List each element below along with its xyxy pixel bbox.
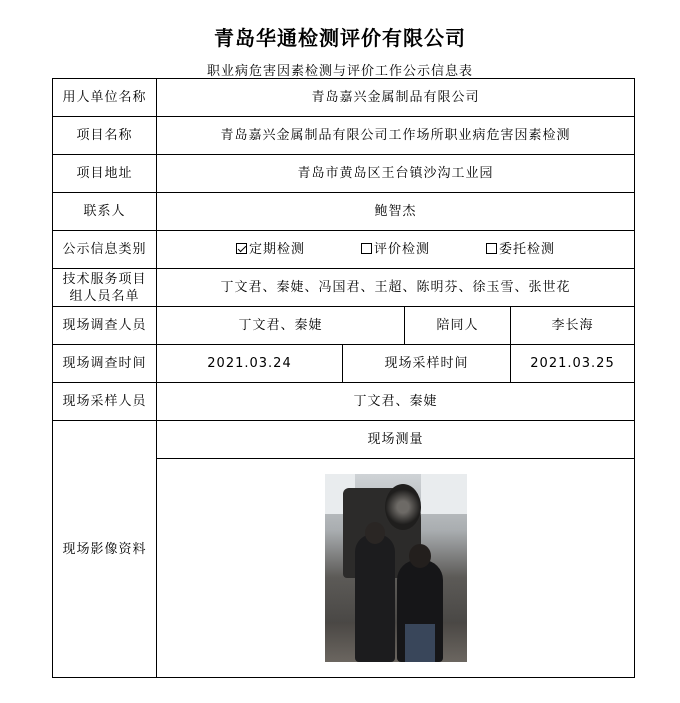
option-evaluation[interactable] [361,241,430,258]
employer-value: 青岛嘉兴金属制品有限公司 [157,79,635,117]
sampling-staff-value: 丁文君、秦婕 [157,383,635,421]
image-caption: 现场测量 [157,421,635,459]
project-label: 项目名称 [53,117,157,155]
contact-value: 鲍智杰 [157,193,635,231]
category-options [157,231,635,269]
team-label: 技术服务项目组人员名单 [53,269,157,307]
flywheel-shape [385,484,421,530]
row-times [53,345,635,383]
contact-label: 联系人 [53,193,157,231]
row-sampling-staff [53,383,635,421]
document-title: 青岛华通检测评价有限公司 [214,26,466,50]
row-category [53,231,635,269]
worker-head [365,522,385,544]
address-value: 青岛市黄岛区王台镇沙沟工业园 [157,155,635,193]
option-periodic-label: 定期检测 [248,242,305,257]
option-commissioned[interactable] [486,241,555,258]
category-label: 公示信息类别 [53,231,157,269]
worker-figure [355,534,395,662]
team-value: 丁文君、秦婕、冯国君、王超、陈明芬、徐玉雪、张世花 [157,269,635,307]
worker-head [409,544,431,568]
survey-time-value: 2021.03.24 [157,345,343,383]
option-commissioned-label: 委托检测 [499,242,556,257]
row-survey-staff [53,307,635,345]
window-shape [421,474,467,514]
worker-legs [405,624,435,662]
accompany-label: 陪同人 [405,307,511,345]
checkbox-checked-icon[interactable] [236,243,247,254]
option-periodic[interactable] [236,241,305,258]
document-subtitle: 职业病危害因素检测与评价工作公示信息表 [206,64,473,79]
sampling-time-label: 现场采样时间 [343,345,511,383]
row-project [53,117,635,155]
survey-staff-label: 现场调查人员 [53,307,157,345]
floor-shape [325,622,467,662]
sampling-staff-label: 现场采样人员 [53,383,157,421]
row-contact [53,193,635,231]
checkbox-unchecked-icon[interactable] [361,243,372,254]
image-label: 现场影像资料 [53,421,157,678]
address-label: 项目地址 [53,155,157,193]
row-address [53,155,635,193]
survey-time-label: 现场调查时间 [53,345,157,383]
project-value: 青岛嘉兴金属制品有限公司工作场所职业病危害因素检测 [157,117,635,155]
option-evaluation-label: 评价检测 [374,242,431,257]
sampling-time-value: 2021.03.25 [511,345,635,383]
photo-cell [157,459,635,678]
site-photo [325,474,467,662]
survey-staff-value: 丁文君、秦婕 [157,307,405,345]
checkbox-unchecked-icon[interactable] [486,243,497,254]
accompany-value: 李长海 [511,307,635,345]
employer-label: 用人单位名称 [53,79,157,117]
row-team [53,269,635,307]
row-employer [53,79,635,117]
info-table [52,78,635,678]
row-image-caption [53,421,635,459]
